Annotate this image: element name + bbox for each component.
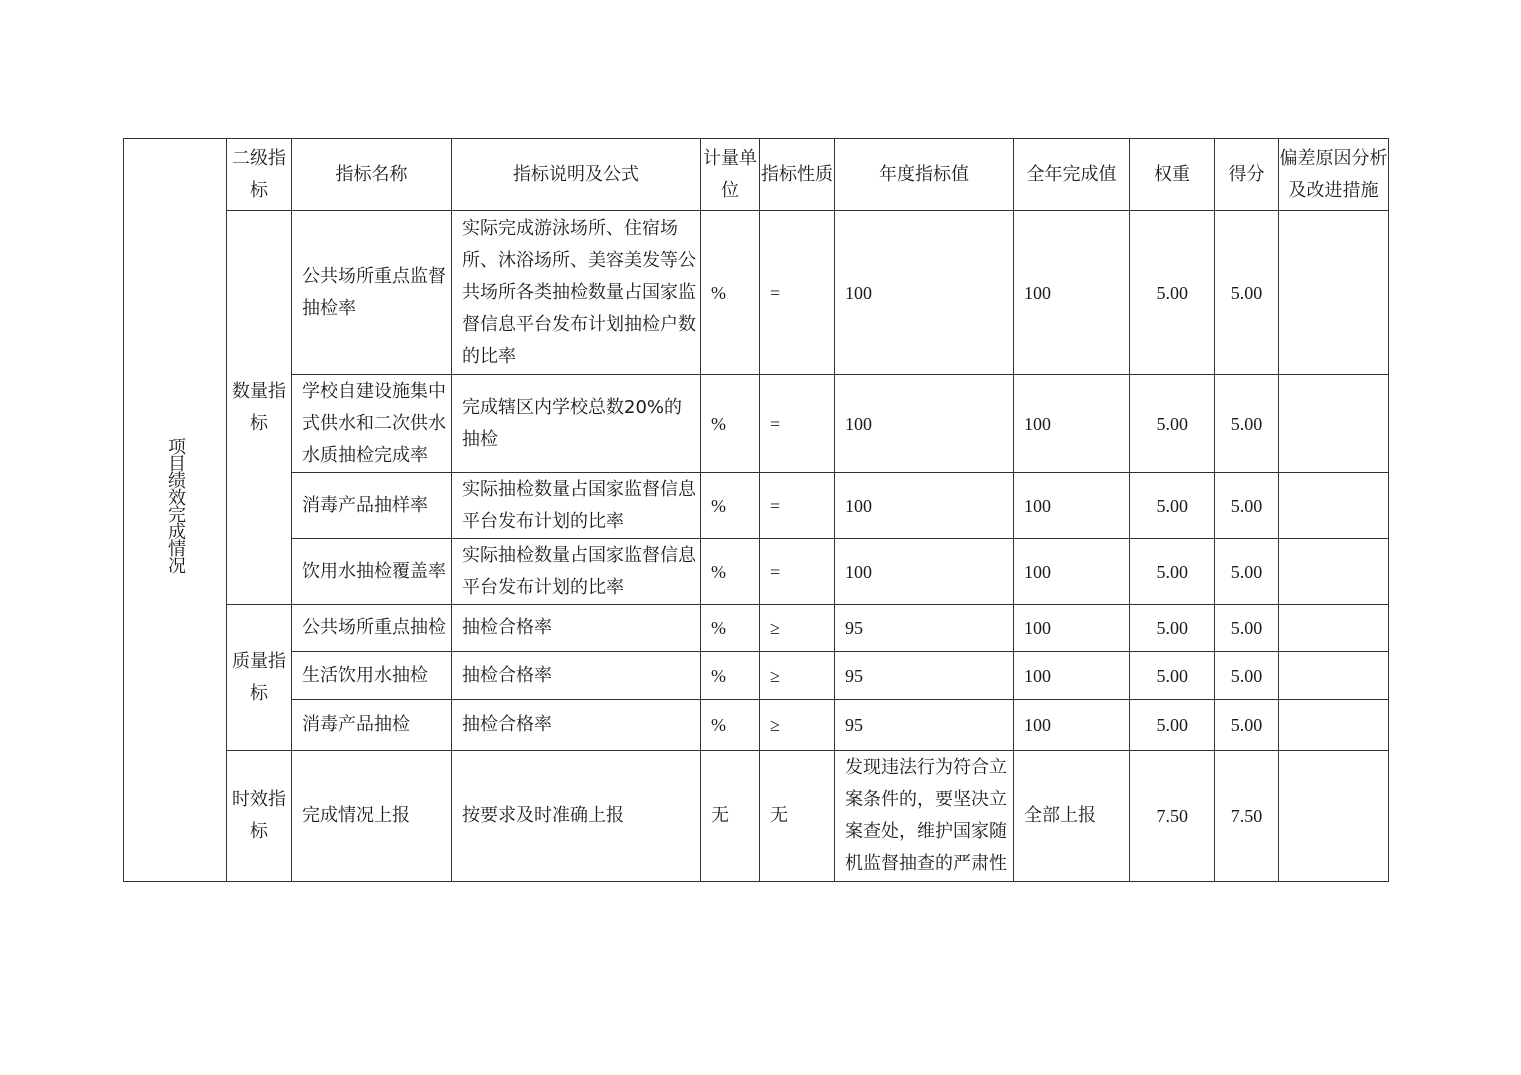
indicator-weight: 5.00 xyxy=(1130,375,1215,473)
header-nature: 指标性质 xyxy=(760,139,835,211)
group-quantity: 数量指标 xyxy=(227,211,292,605)
indicator-target: 100 xyxy=(835,211,1014,375)
indicator-deviation xyxy=(1279,473,1389,539)
header-row xyxy=(124,139,1389,211)
header-level2: 二级指标 xyxy=(227,139,292,211)
indicator-actual: 100 xyxy=(1014,211,1130,375)
indicator-nature: 无 xyxy=(760,751,835,882)
indicator-actual: 100 xyxy=(1014,473,1130,539)
indicator-target: 100 xyxy=(835,473,1014,539)
indicator-desc: 实际抽检数量占国家监督信息平台发布计划的比率 xyxy=(452,539,701,605)
indicator-desc: 抽检合格率 xyxy=(452,700,701,751)
table-row xyxy=(124,473,1389,539)
indicator-weight: 5.00 xyxy=(1130,539,1215,605)
indicator-score: 5.00 xyxy=(1215,652,1279,700)
indicator-name: 生活饮用水抽检 xyxy=(292,652,452,700)
indicator-name: 公共场所重点监督抽检率 xyxy=(292,211,452,375)
indicator-deviation xyxy=(1279,539,1389,605)
indicator-actual: 100 xyxy=(1014,375,1130,473)
indicator-unit: % xyxy=(701,652,760,700)
indicator-score: 5.00 xyxy=(1215,473,1279,539)
indicator-desc: 实际完成游泳场所、住宿场所、沐浴场所、美容美发等公共场所各类抽检数量占国家监督信息平台发布计划抽检户数的比率 xyxy=(452,211,701,375)
indicator-weight: 7.50 xyxy=(1130,751,1215,882)
header-name: 指标名称 xyxy=(292,139,452,211)
indicator-actual: 100 xyxy=(1014,605,1130,652)
header-unit: 计量单位 xyxy=(701,139,760,211)
indicator-name: 消毒产品抽样率 xyxy=(292,473,452,539)
group-quality: 质量指标 xyxy=(227,605,292,751)
group-timeliness: 时效指标 xyxy=(227,751,292,882)
indicator-target: 100 xyxy=(835,539,1014,605)
indicator-score: 5.00 xyxy=(1215,211,1279,375)
table-row xyxy=(124,211,1389,375)
indicator-nature: ≥ xyxy=(760,700,835,751)
header-annual-target: 年度指标值 xyxy=(835,139,1014,211)
header-score: 得分 xyxy=(1215,139,1279,211)
table-row xyxy=(124,375,1389,473)
indicator-actual: 100 xyxy=(1014,700,1130,751)
indicator-score: 7.50 xyxy=(1215,751,1279,882)
indicator-target: 95 xyxy=(835,652,1014,700)
header-desc: 指标说明及公式 xyxy=(452,139,701,211)
indicator-deviation xyxy=(1279,605,1389,652)
indicator-desc: 按要求及时准确上报 xyxy=(452,751,701,882)
indicator-desc: 抽检合格率 xyxy=(452,652,701,700)
indicator-unit: % xyxy=(701,211,760,375)
indicator-desc: 完成辖区内学校总数20%的抽检 xyxy=(452,375,701,473)
indicator-weight: 5.00 xyxy=(1130,700,1215,751)
indicator-deviation xyxy=(1279,652,1389,700)
indicator-deviation xyxy=(1279,751,1389,882)
indicator-nature: = xyxy=(760,211,835,375)
table-row xyxy=(124,605,1389,652)
section-label-cell xyxy=(124,139,227,882)
indicator-deviation xyxy=(1279,211,1389,375)
table-row xyxy=(124,539,1389,605)
indicator-nature: = xyxy=(760,473,835,539)
table-row xyxy=(124,751,1389,882)
indicator-name: 完成情况上报 xyxy=(292,751,452,882)
header-actual: 全年完成值 xyxy=(1014,139,1130,211)
indicator-actual: 100 xyxy=(1014,539,1130,605)
table-row xyxy=(124,652,1389,700)
performance-table xyxy=(123,138,1389,882)
indicator-name: 饮用水抽检覆盖率 xyxy=(292,539,452,605)
table-row xyxy=(124,700,1389,751)
indicator-score: 5.00 xyxy=(1215,605,1279,652)
indicator-target: 100 xyxy=(835,375,1014,473)
indicator-target: 95 xyxy=(835,700,1014,751)
header-deviation: 偏差原因分析及改进措施 xyxy=(1279,139,1389,211)
indicator-target: 95 xyxy=(835,605,1014,652)
indicator-weight: 5.00 xyxy=(1130,473,1215,539)
indicator-name: 公共场所重点抽检 xyxy=(292,605,452,652)
indicator-score: 5.00 xyxy=(1215,539,1279,605)
indicator-actual: 100 xyxy=(1014,652,1130,700)
indicator-name: 学校自建设施集中式供水和二次供水水质抽检完成率 xyxy=(292,375,452,473)
indicator-nature: ≥ xyxy=(760,605,835,652)
indicator-weight: 5.00 xyxy=(1130,652,1215,700)
indicator-unit: 无 xyxy=(701,751,760,882)
indicator-unit: % xyxy=(701,375,760,473)
section-label: 项目绩效完成情况 xyxy=(165,436,186,573)
indicator-deviation xyxy=(1279,700,1389,751)
indicator-target: 发现违法行为符合立案条件的，要坚决立案查处，维护国家随机监督抽查的严肃性 xyxy=(835,751,1014,882)
indicator-nature: = xyxy=(760,375,835,473)
indicator-desc: 实际抽检数量占国家监督信息平台发布计划的比率 xyxy=(452,473,701,539)
indicator-name: 消毒产品抽检 xyxy=(292,700,452,751)
indicator-desc: 抽检合格率 xyxy=(452,605,701,652)
indicator-weight: 5.00 xyxy=(1130,605,1215,652)
indicator-nature: = xyxy=(760,539,835,605)
indicator-nature: ≥ xyxy=(760,652,835,700)
indicator-unit: % xyxy=(701,539,760,605)
indicator-weight: 5.00 xyxy=(1130,211,1215,375)
indicator-unit: % xyxy=(701,473,760,539)
indicator-score: 5.00 xyxy=(1215,375,1279,473)
header-weight: 权重 xyxy=(1130,139,1215,211)
indicator-deviation xyxy=(1279,375,1389,473)
indicator-unit: % xyxy=(701,605,760,652)
indicator-unit: % xyxy=(701,700,760,751)
indicator-score: 5.00 xyxy=(1215,700,1279,751)
indicator-actual: 全部上报 xyxy=(1014,751,1130,882)
